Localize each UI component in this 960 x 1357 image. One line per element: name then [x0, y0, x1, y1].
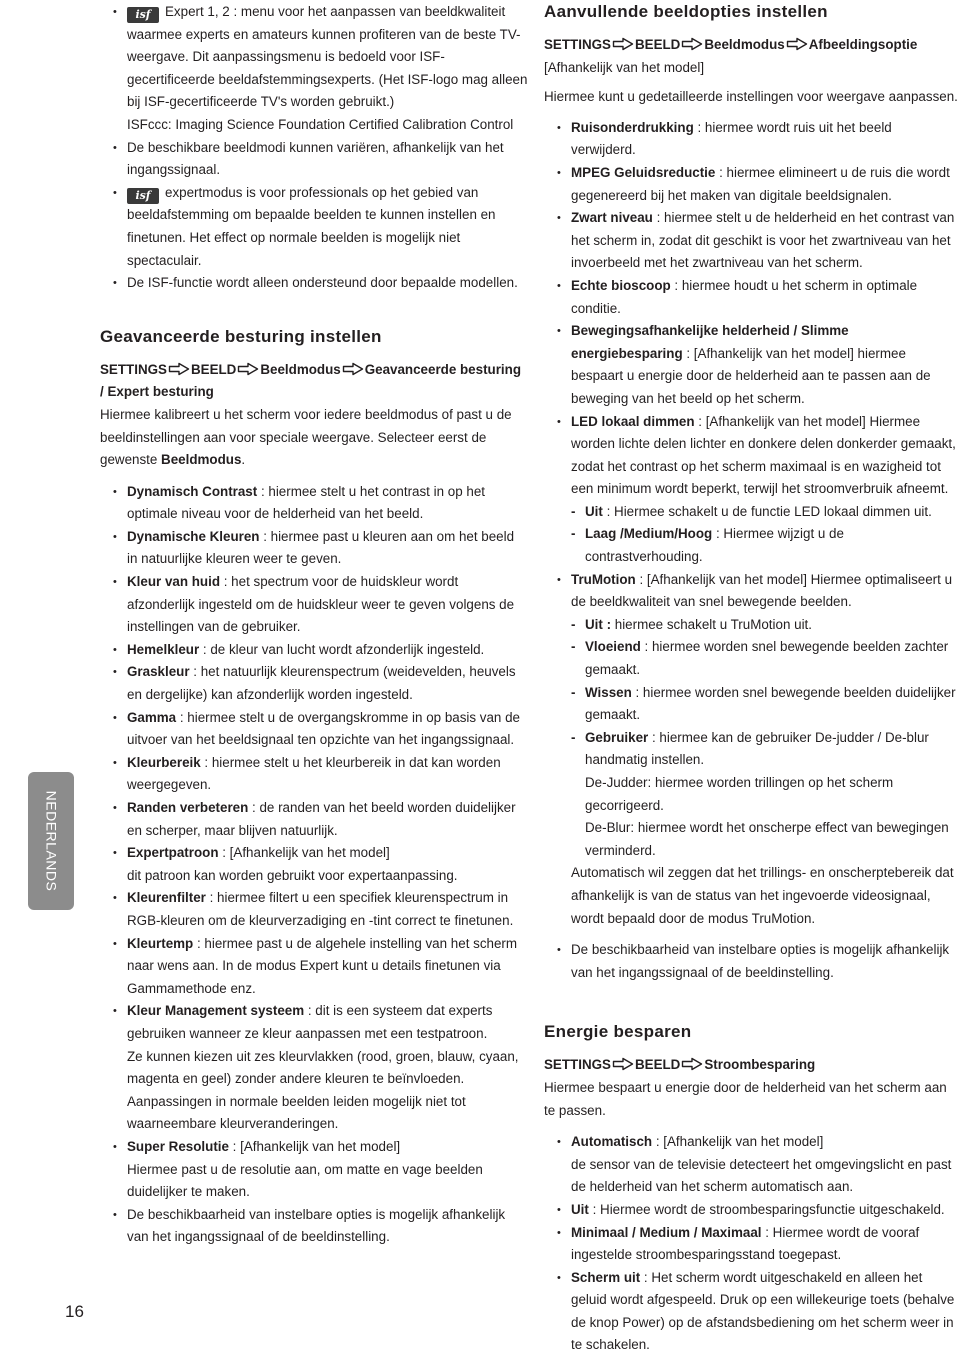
breadcrumb: SETTINGS BEELD Beeldmodus Afbeeldingsoptie [544, 37, 918, 52]
list-item: • De beschikbare beeldmodi kunnen variëren, afhankelijk van het ingangssignaal. [100, 137, 528, 182]
list-item: • MPEG Geluidsreductie : hiermee elimineert u de ruis die wordt gegenereerd bij het maken van digitale beeldsignalen. [544, 162, 960, 207]
section-intro: Hiermee kalibreert u het scherm voor iedere beeldmodus of past u de beeldinstellingen aan voor speciale weergave. Selecteer eerst de gewenste Beeldmodus. [100, 406, 512, 468]
list-item: • Expertpatroon : [Afhankelijk van het model] dit patroon kan worden gebruikt voor expertaanpassing. [100, 842, 528, 887]
right-column [544, 0, 960, 1357]
page-number: 16 [65, 1302, 84, 1321]
left-column [100, 0, 528, 1249]
list-item: • Uit : Hiermee wordt de stroombesparingsfunctie uitgeschakeld. [544, 1199, 960, 1222]
isf-notes-list [100, 1, 528, 114]
list-item: • isf Expert 1, 2 : menu voor het aanpassen van beeldkwaliteit waarmee experts en amateurs kunnen profiteren van de beste TV-weergave. Dit aanpassingsmenu is bedoeld voor ISF-gecertificeerde beeldafstemmingsexperts. (Het ISF-logo mag alleen bij ISF-gecertificeerde TV's worden gebruikt.) [100, 1, 528, 114]
section-intro: Hiermee bespaart u energie door de helderheid van het scherm aan te passen. [544, 1079, 947, 1118]
list-item: - Laag /Medium/Hoog : Hiermee wijzigt u de contrastverhouding. [571, 523, 960, 568]
list-item: • Dynamische Kleuren : hiermee past u kleuren aan om het beeld in natuurlijke kleuren weer te geven. [100, 526, 528, 571]
list-item: • Kleur Management systeem : dit is een systeem dat experts gebruiken wanneer ze kleur aanpassen met een testpatroon. Ze kunnen kiezen uit zes kleurvlakken (rood, groen, blauw, cyaan, magenta en geel) zonder andere kleuren te beïnvloeden. Aanpassingen in normale beelden leiden mogelijk niet tot waarneembare kleurveranderingen. [100, 1000, 528, 1136]
arrow-icon [342, 362, 364, 376]
list-item: • Scherm uit : Het scherm wordt uitgeschakeld en alleen het geluid wordt afgespeeld. Druk op een willekeurige toets (behalve de knop Power) op de afstandsbediening om het scherm weer in te schakelen. [544, 1267, 960, 1357]
section-intro: Hiermee kunt u gedetailleerde instellingen voor weergave aanpassen. [544, 89, 958, 105]
advanced-options-list [100, 481, 528, 1249]
arrow-icon [681, 1057, 703, 1071]
arrow-icon [237, 362, 259, 376]
list-item: • Echte bioscoop : hiermee houdt u het scherm in optimale conditie. [544, 275, 960, 320]
arrow-icon [168, 362, 190, 376]
list-item: - Vloeiend : hiermee worden snel bewegende beelden zachter gemaakt. [571, 636, 960, 681]
list-item: • isf expertmodus is voor professionals op het gebied van beeldafstemming om bepaalde beelden te kunnen instellen en finetunen. Het effect op normale beelden is mogelijk niet spectaculair. [100, 182, 528, 272]
section-heading-advanced: Geavanceerde besturing instellen [100, 326, 382, 346]
list-item: - Wissen : hiermee worden snel bewegende beelden duidelijker gemaakt. [571, 682, 960, 727]
list-item: • De beschikbaarheid van instelbare opties is mogelijk afhankelijk van het ingangssignaal of de beeldinstelling. [100, 1204, 528, 1249]
isf-logo-icon: isf [127, 188, 159, 204]
isf-logo-icon: isf [127, 7, 159, 23]
list-item: • Kleur van huid : het spectrum voor de huidskleur wordt afzonderlijk ingesteld om de huidskleur weer te geven volgens de instellingen van de gebruiker. [100, 571, 528, 639]
list-item: • Automatisch : [Afhankelijk van het model] de sensor van de televisie detecteert het omgevingslicht en past de helderheid van het scherm automatisch aan. [544, 1131, 960, 1199]
list-item: • Zwart niveau : hiermee stelt u de helderheid en het contrast van het scherm in, zodat dit geschikt is voor het zwartniveau van het invoerbeeld met het zwartniveau van het scherm. [544, 207, 960, 275]
led-sub-list [571, 501, 960, 569]
list-item: - Uit : hiermee schakelt u TruMotion uit. [571, 614, 960, 637]
isfccc-note: ISFccc: Imaging Science Foundation Certified Calibration Control [127, 116, 514, 132]
list-item: • Graskleur : het natuurlijk kleurenspectrum (weidevelden, heuvels en dergelijke) kan afzonderlijk worden ingesteld. [100, 661, 528, 706]
list-item: • Kleurbereik : hiermee stelt u het kleurbereik in dat kan worden weergegeven. [100, 752, 528, 797]
list-item: • Kleurtemp : hiermee past u de algehele instelling van het scherm naar wens aan. In de modus Expert kunt u details finetunen via Gammamethode enz. [100, 933, 528, 1001]
list-item: • LED lokaal dimmen : [Afhankelijk van het model] Hiermee worden lichte delen lichter en donkere delen donkerder gemaakt, zodat het contrast op het scherm maximaal is en wazigheid tot een minimum wordt beperkt, terwijl het stroomverbruik afneemt. - Uit : Hiermee schakelt u de functie LED lokaal dimmen uit. - Laag /Medium/Hoog : Hiermee wijzigt u de contrastverhouding. [544, 411, 960, 569]
arrow-icon [612, 37, 634, 51]
list-item: - Gebruiker : hiermee kan de gebruiker De-judder / De-blur handmatig instellen. De-Judder: hiermee worden trillingen op het scherm gecorrigeerd. De-Blur: hiermee wordt het onscherpe effect van bewegingen verminderd. [571, 727, 960, 863]
arrow-icon [681, 37, 703, 51]
language-side-tab [28, 772, 74, 910]
list-item: • Hemelkleur : de kleur van lucht wordt afzonderlijk ingesteld. [100, 639, 528, 662]
language-label: NEDERLANDS [43, 790, 60, 892]
breadcrumb: SETTINGS BEELD Stroombesparing [544, 1057, 816, 1073]
list-item: • Bewegingsafhankelijke helderheid / Slimme energiebesparing : [Afhankelijk van het model] hiermee bespaart u energie door de helderheid aan te passen aan de beweging van het beeld op het scherm. [544, 320, 960, 410]
arrow-icon [786, 37, 808, 51]
list-item: • De ISF-functie wordt alleen ondersteund door bepaalde modellen. [100, 272, 528, 295]
trumotion-note: Automatisch wil zeggen dat het trillings- en onscherptebereik dat afhankelijk is van de status van het ingevoerde videosignaal, wordt bepaald door de modus TruMotion. [571, 865, 954, 926]
list-item: • De beschikbaarheid van instelbare opties is mogelijk afhankelijk van het ingangssignaal of de beeldinstelling. [544, 939, 960, 984]
section-heading-energy: Energie besparen [544, 1022, 692, 1042]
list-item: • Gamma : hiermee stelt u de overgangskromme in op basis van de uitvoer van het beeldsignaal ten opzichte van het ingangssignaal. [100, 707, 528, 752]
section-heading-picture-options: Aanvullende beeldopties instellen [544, 2, 828, 21]
list-item: • Dynamisch Contrast : hiermee stelt u het contrast in op het optimale niveau voor de helderheid van het beeld. [100, 481, 528, 526]
list-item: • Ruisonderdrukking : hiermee wordt ruis uit het beeld verwijderd. [544, 117, 960, 162]
energy-options-list [544, 1131, 960, 1357]
isf-notes-list-2 [100, 137, 528, 295]
trumotion-sub-list [571, 614, 960, 863]
list-item: • Kleurenfilter : hiermee filtert u een specifiek kleurenspectrum in RGB-kleuren om de kleurverzadiging en -tint correct te finetunen. [100, 887, 528, 932]
arrow-icon [612, 1057, 634, 1071]
picture-options-list [544, 117, 960, 985]
list-item: • Randen verbeteren : de randen van het beeld worden duidelijker en scherper, maar blijven natuurlijk. [100, 797, 528, 842]
list-item: • Minimaal / Medium / Maximaal : Hiermee wordt de vooraf ingestelde stroombesparingsstand toegepast. [544, 1222, 960, 1267]
model-note: [Afhankelijk van het model] [544, 59, 705, 75]
list-item: • TruMotion : [Afhankelijk van het model] Hiermee optimaliseert u de beeldkwaliteit van snel bewegende beelden. - Uit : hiermee schakelt u TruMotion uit. - Vloeiend : hiermee worden snel bewegende beelden zachter gemaakt. - Wissen : hiermee worden snel bewegende beelden duidelijker gemaakt. - Gebruiker : hiermee kan de gebruiker De-judder / De-blur handmatig instellen. De-Judder: hiermee worden trillingen op het scherm gecorrigeerd. De-Blur: hiermee wordt het onscherpe effect van bewegingen verminderd. Automatisch wil zeggen dat het trillings- en onscherptebereik dat afhankelijk is van de status van het ingevoerde videosignaal, wordt bepaald door de modus TruMotion. [544, 569, 960, 931]
list-item: • Super Resolutie : [Afhankelijk van het model] Hiermee past u de resolutie aan, om matte en vage beelden duidelijker te maken. [100, 1136, 528, 1204]
list-item: - Uit : Hiermee schakelt u de functie LED lokaal dimmen uit. [571, 501, 960, 524]
breadcrumb: SETTINGS BEELD Beeldmodus Geavanceerde besturing / Expert besturing [100, 361, 522, 400]
